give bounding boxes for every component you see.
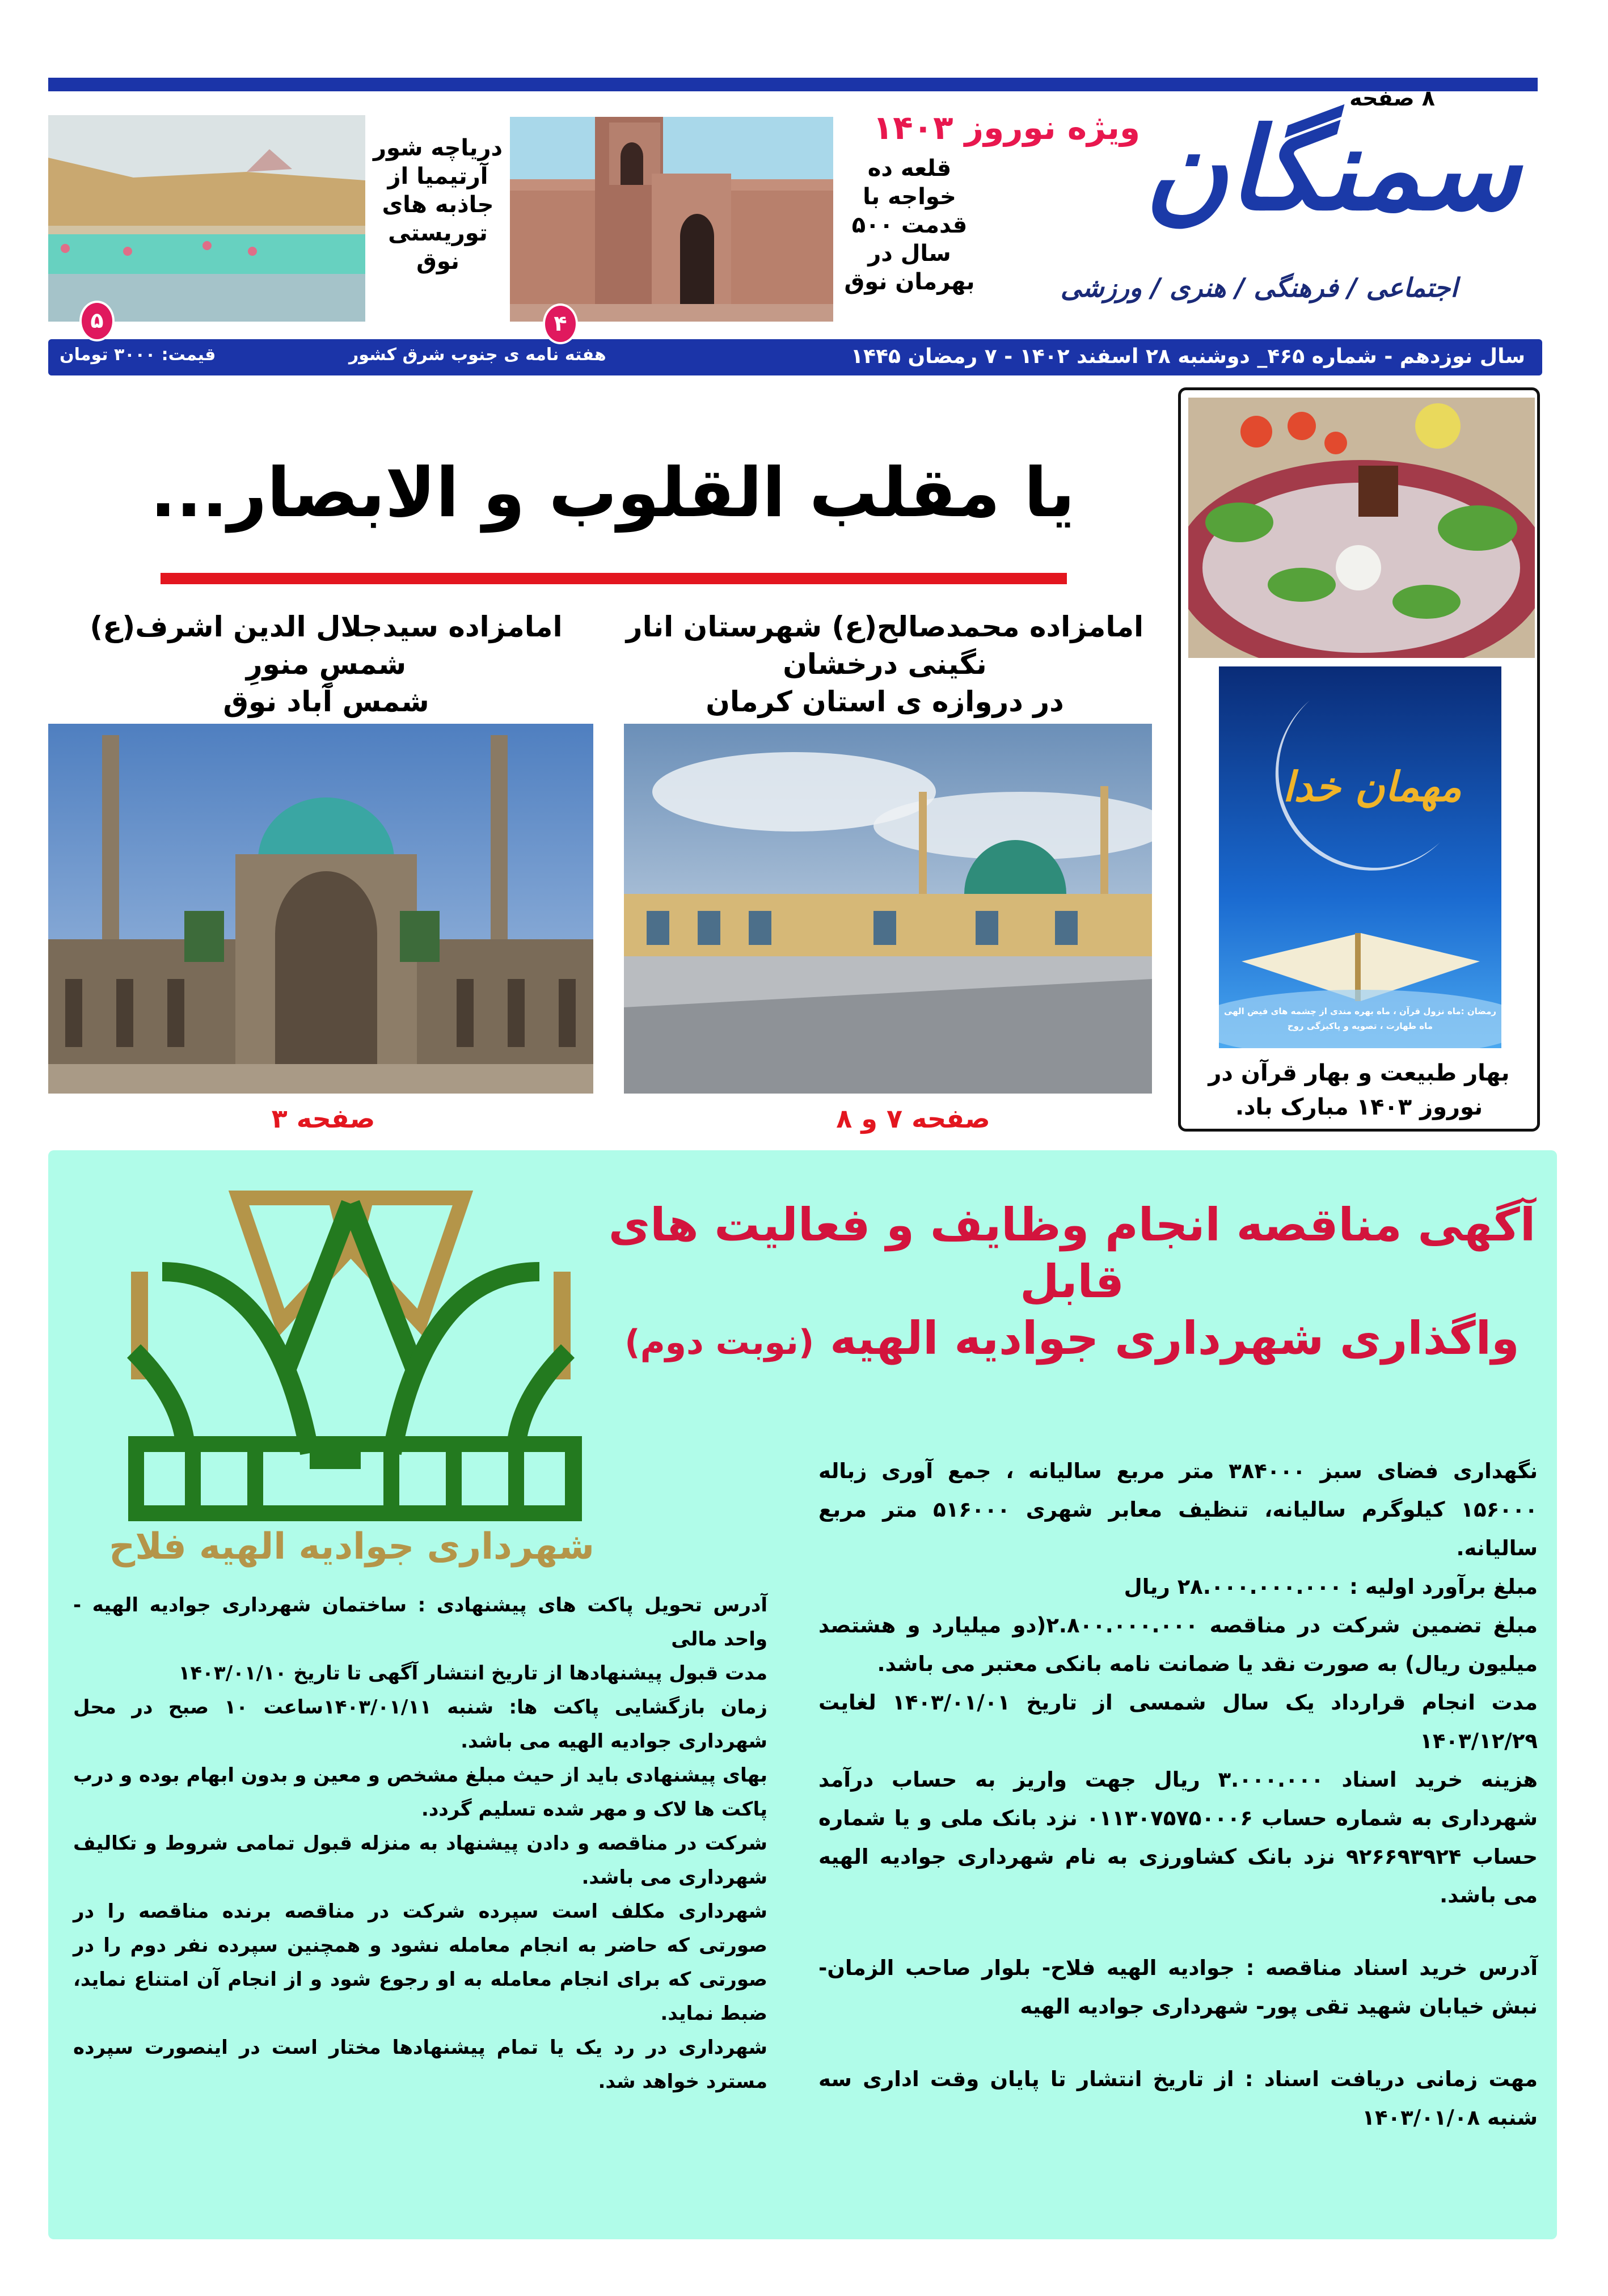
nowruz-greeting-caption: بهار طبیعت و بهار قرآن در نوروز ۱۴۰۳ مبارک باد. (1208, 1060, 1510, 1120)
headline-underline (161, 573, 1067, 584)
ad-paragraph: مبلغ برآورد اولیه : ۲۸.۰۰۰.۰۰۰.۰۰۰ ریال (1124, 1575, 1538, 1599)
ad-title-suffix: (نوبت دوم) (624, 1323, 814, 1362)
page-ref-3[interactable]: صفحه ۳ (271, 1103, 375, 1134)
ad-paragraph: زمان بازگشایی پاکت ها: شنبه ۱۴۰۳/۰۱/۱۱ساعت ۱۰ صبح در محل شهرداری جوادیه الهیه می باشد. (73, 1696, 767, 1753)
ad-left-column (73, 1588, 767, 2099)
ramadan-caption-line: رمضان :ماه نزول قرآن ، ماه بهره مندی از چشمه های فیض الهی (1223, 1006, 1497, 1016)
special-edition-label: ویژه نوروز ۱۴۰۳ (872, 108, 1140, 147)
ad-title-line1: آگهی مناقصه انجام وظایف و فعالیت های قابل (608, 1198, 1536, 1308)
ad-paragraph: مهت زمانی دریافت اسناد : از تاریخ انتشار تا پایان وقت اداری سه شنبه ۱۴۰۳/۰۱/۰۸ (818, 2067, 1538, 2130)
ad-paragraph: مبلغ تضمین شرکت در مناقصه ۲.۸۰۰.۰۰۰.۰۰۰(دو میلیارد و هشتصد میلیون ریال) به صورت نقد یا ضمانت نامه بانکی معتبر می باشد. (818, 1613, 1538, 1676)
logo-caption: شهرداری جوادیه الهیه فلاح (109, 1526, 594, 1568)
newspaper-name: سمنگان (1145, 104, 1520, 236)
ad-paragraph: آدرس خرید اسناد مناقصه : جوادیه الهیه فلاح- بلوار صاحب الزمان- نبش خیابان شهید تقی پور- شهرداری جوادیه الهیه (818, 1956, 1538, 2019)
story-title-line: شمس آباد نوق (223, 685, 429, 718)
ad-paragraph: آدرس تحویل پاکت های پیشنهادی : ساختمان شهرداری جوادیه الهیه - واحد مالی (73, 1594, 767, 1651)
fort-photo[interactable] (510, 117, 833, 322)
ad-paragraph: شهرداری در رد یک یا تمام پیشنهادها مختار است در اینصورت سپرده مسترد خواهد شد. (73, 2036, 767, 2093)
newspaper-tagline: اجتماعی / فرهنگی / هنری / ورزشی (1060, 272, 1458, 303)
main-headline: یا مقلب القلوب و الابصار... (150, 454, 1075, 533)
advertisement-title (607, 1197, 1537, 1371)
ad-paragraph: هزینه خرید اسناد ۳.۰۰۰.۰۰۰ ریال جهت واریز به حساب درآمد شهرداری به شماره حساب ۰۱۱۳۰۷۵۷۵۰۰۰۶ نزد بانک ملی و یا شماره حساب ۹۲۶۶۹۳۹۲۴ نزد بانک کشاورزی به نام شهرداری جوادیه الهیه می باشد. (818, 1767, 1538, 1907)
ramadan-caption-line: ماه طهارت ، تصویه و پاکیزگی روح (1287, 1021, 1433, 1031)
javadieh-falah-municipality-logo (117, 1181, 585, 1521)
page-count: ۸ صفحه (1349, 86, 1435, 111)
ad-paragraph: نگهداری فضای سبز ۳۸۴۰۰۰ متر مربع سالیانه ، جمع آوری زباله ۱۵۶۰۰۰ کیلوگرم سالیانه، تنظیف معابر شهری ۵۱۶۰۰۰ متر مربع سالیانه. (818, 1459, 1538, 1560)
price: قیمت: ۳۰۰۰ تومان (60, 345, 216, 365)
story-title-line: امامزاده محمدصالح(ع) شهرستان انار نگینی درخشان (626, 610, 1144, 681)
emamzadeh-saleh-photo[interactable] (624, 724, 1152, 1094)
page-ref-7-8[interactable]: صفحه ۷ و ۸ (836, 1103, 990, 1134)
story-title-emamzadeh-jalal[interactable] (54, 588, 598, 720)
ad-right-column (818, 1452, 1538, 2137)
ramadan-photo[interactable] (1219, 666, 1501, 1048)
ad-paragraph: شرکت در مناقصه و دادن پیشنهاد به منزله قبول تمامی شروط و تکالیف شهرداری می باشد. (73, 1832, 767, 1889)
story-title-line: در دروازه ی استان کرمان (706, 685, 1064, 718)
issue-info-bar (48, 339, 1542, 375)
page-badge-5: ۵ (79, 301, 115, 341)
fort-teaser-caption[interactable]: قلعه ده خواجه با قدمت ۵۰۰ سال در بهرمان نوق (844, 155, 975, 295)
ad-title-line2-text: واگذاری شهرداری جوادیه الهیه (830, 1312, 1520, 1365)
ramadan-image-caption (1219, 1004, 1501, 1033)
ad-paragraph: بهای پیشنهادی باید از حیث مبلغ مشخص و معین و بدون ابهام بوده و درب پاکت ها لاک و مهر شده تسلیم گردد. (73, 1764, 767, 1821)
story-title-line: امامزاده سیدجلال الدین اشرف(ع) شمسِ منورِ (90, 610, 563, 681)
emamzadeh-jalal-photo[interactable] (48, 724, 593, 1094)
ad-paragraph: مدت قبول پیشنهادها از تاریخ انتشار آگهی تا تاریخ ۱۴۰۳/۰۱/۱۰ (178, 1662, 767, 1685)
ad-paragraph: مدت انجام قرارداد یک سال شمسی از تاریخ ۱۴۰۳/۰۱/۰۱ لغایت ۱۴۰۳/۱۲/۲۹ (818, 1690, 1538, 1753)
ramadan-calligraphy: مهمان خدا (1282, 763, 1462, 811)
page-badge-4: ۴ (543, 303, 578, 344)
salt-lake-photo[interactable] (48, 115, 365, 322)
lake-teaser-caption[interactable]: دریاچه شور آرتیمیا از جاذبه های توریستی نوق (373, 135, 503, 275)
ad-title-line2 (607, 1310, 1537, 1371)
haft-sin-photo[interactable] (1188, 398, 1535, 658)
newspaper-slogan: هفته نامه ی جنوب شرق کشور (349, 345, 606, 365)
ad-paragraph: شهرداری مکلف است سپرده شرکت در مناقصه برنده مناقصه را در صورتی که حاضر به انجام معامله نشود و همچنین سپرده نفر دوم را در صورتی که برای انجام معامله به او رجوع شود و از انجام آن امتناع نماید، ضبط نماید. (73, 1900, 767, 2025)
story-title-emamzadeh-saleh[interactable] (601, 588, 1168, 720)
issue-details: سال نوزدهم - شماره ۴۶۵_ دوشنبه ۲۸ اسفند ۱۴۰۲ - ۷ رمضان ۱۴۴۵ (851, 345, 1525, 368)
